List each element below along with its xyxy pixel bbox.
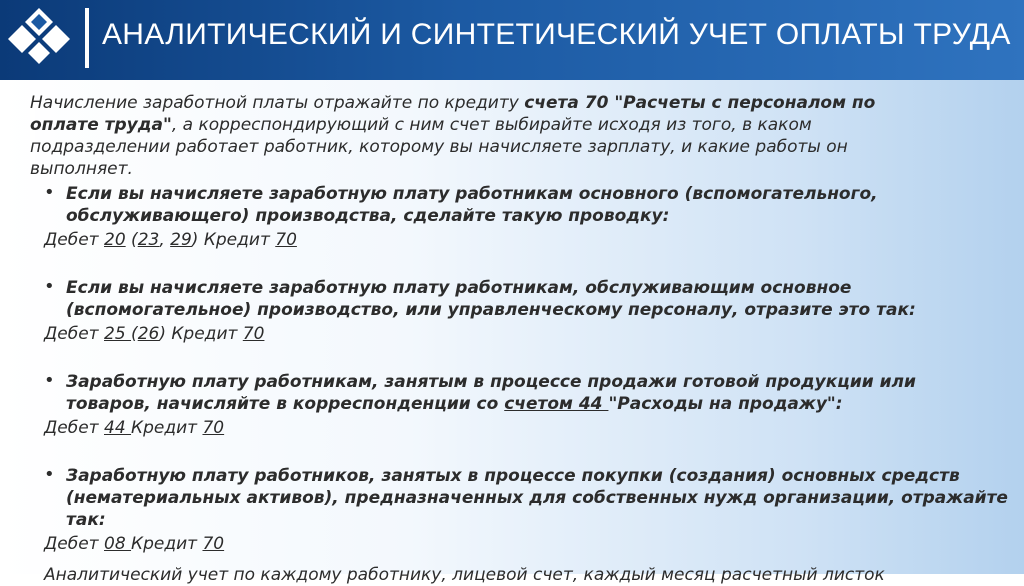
list-item — [30, 371, 1020, 439]
debit-label: Дебет — [44, 534, 104, 554]
bullet-line: Если вы начисляете заработную плату работникам основного (вспомогательного, — [66, 184, 878, 204]
intro-line-2 — [30, 114, 988, 136]
cut-off-text-line: Аналитический учет по каждому работнику, лицевой счет, каждый месяц расчетный листок — [44, 565, 885, 585]
bullet-text — [66, 465, 1020, 531]
bullet-line — [66, 393, 1020, 415]
entry-text: ) Кредит — [191, 230, 276, 250]
bullet-row — [30, 183, 1020, 227]
account-link[interactable]: 08 — [104, 534, 132, 554]
intro-account-emphasis-end: оплате труда" — [30, 115, 172, 135]
bullet-line: Если вы начисляете заработную плату работникам, обслуживающим основное — [66, 278, 852, 298]
slide-content — [0, 80, 1024, 585]
list-item — [30, 277, 1020, 345]
bullet-text — [66, 183, 1020, 227]
bullet-icon: • — [44, 182, 55, 203]
entry-text: Кредит — [131, 418, 203, 438]
account-link[interactable]: 26 — [137, 324, 160, 344]
bullet-line: (нематериальных активов), предназначенных для собственных нужд организации, отражайте — [66, 488, 1008, 508]
bullet-text — [66, 371, 1020, 415]
intro-account-emphasis: счета 70 "Расчеты с персоналом по — [524, 93, 876, 113]
intro-line-4: выполняет. — [30, 159, 133, 179]
account-link[interactable]: 70 — [275, 230, 297, 250]
debit-label: Дебет — [44, 418, 104, 438]
intro-paragraph — [30, 92, 988, 180]
entry-text: Кредит — [131, 534, 203, 554]
account-link[interactable]: 70 — [202, 418, 225, 438]
intro-text: Начисление заработной платы отражайте по кредиту — [30, 93, 525, 113]
bullet-line: Заработную плату работников, занятых в процессе покупки (создания) основных средств — [66, 466, 960, 486]
account-link[interactable]: 44 — [104, 418, 132, 438]
entry-text: ) Кредит — [159, 324, 243, 344]
account-link[interactable]: 29 — [170, 230, 192, 250]
debit-label: Дебет — [44, 230, 104, 250]
bullet-row — [30, 465, 1020, 531]
accounting-entry — [30, 533, 1020, 555]
account-link[interactable]: 70 — [242, 324, 265, 344]
bullet-line: Заработную плату работникам, занятым в процессе продажи готовой продукции или — [66, 372, 916, 392]
bullet-row — [30, 371, 1020, 415]
entry-text: ( — [125, 230, 138, 250]
account-link[interactable]: 20 — [104, 230, 126, 250]
bullet-icon: • — [44, 464, 55, 485]
bullet-text-part: "Расходы на продажу": — [608, 394, 843, 414]
bullet-icon: • — [44, 276, 55, 297]
account-link[interactable]: 23 — [137, 230, 160, 250]
bullet-line: обслуживающего) производства, сделайте такую проводку: — [66, 206, 670, 226]
intro-line-3: подразделении работает работник, которому вы начисляете зарплату, и какие работы он — [30, 137, 848, 157]
bullet-text-part: товаров, начисляйте в корреспонденции со — [66, 394, 505, 414]
account-link[interactable]: 70 — [202, 534, 225, 554]
accounting-entry — [30, 323, 1020, 345]
bullet-line: так: — [66, 510, 106, 530]
account-link[interactable]: 25 — [104, 324, 132, 344]
entry-text: , — [159, 230, 171, 250]
diamond-logo-icon — [8, 6, 70, 68]
account-link[interactable]: счетом 44 — [504, 394, 609, 414]
list-item — [30, 183, 1020, 251]
page-title: АНАЛИТИЧЕСКИЙ И СИНТЕТИЧЕСКИЙ УЧЕТ ОПЛАТЫ ТРУДА — [102, 18, 1011, 51]
bullet-text — [66, 277, 1020, 321]
bullet-line: (вспомогательное) производство, или управленческому персоналу, отразите это так: — [66, 300, 916, 320]
debit-label: Дебет — [44, 324, 104, 344]
accounting-entry — [30, 229, 1020, 251]
list-item — [30, 465, 1020, 555]
bullet-row — [30, 277, 1020, 321]
header-separator — [85, 8, 89, 68]
entry-text: ( — [131, 324, 138, 344]
bullet-icon: • — [44, 370, 55, 391]
accounting-entry — [30, 417, 1020, 439]
intro-line-1 — [30, 92, 988, 114]
header-bar — [0, 0, 1024, 80]
intro-text: , а корреспондирующий с ним счет выбирайте исходя из того, в каком — [171, 115, 812, 135]
